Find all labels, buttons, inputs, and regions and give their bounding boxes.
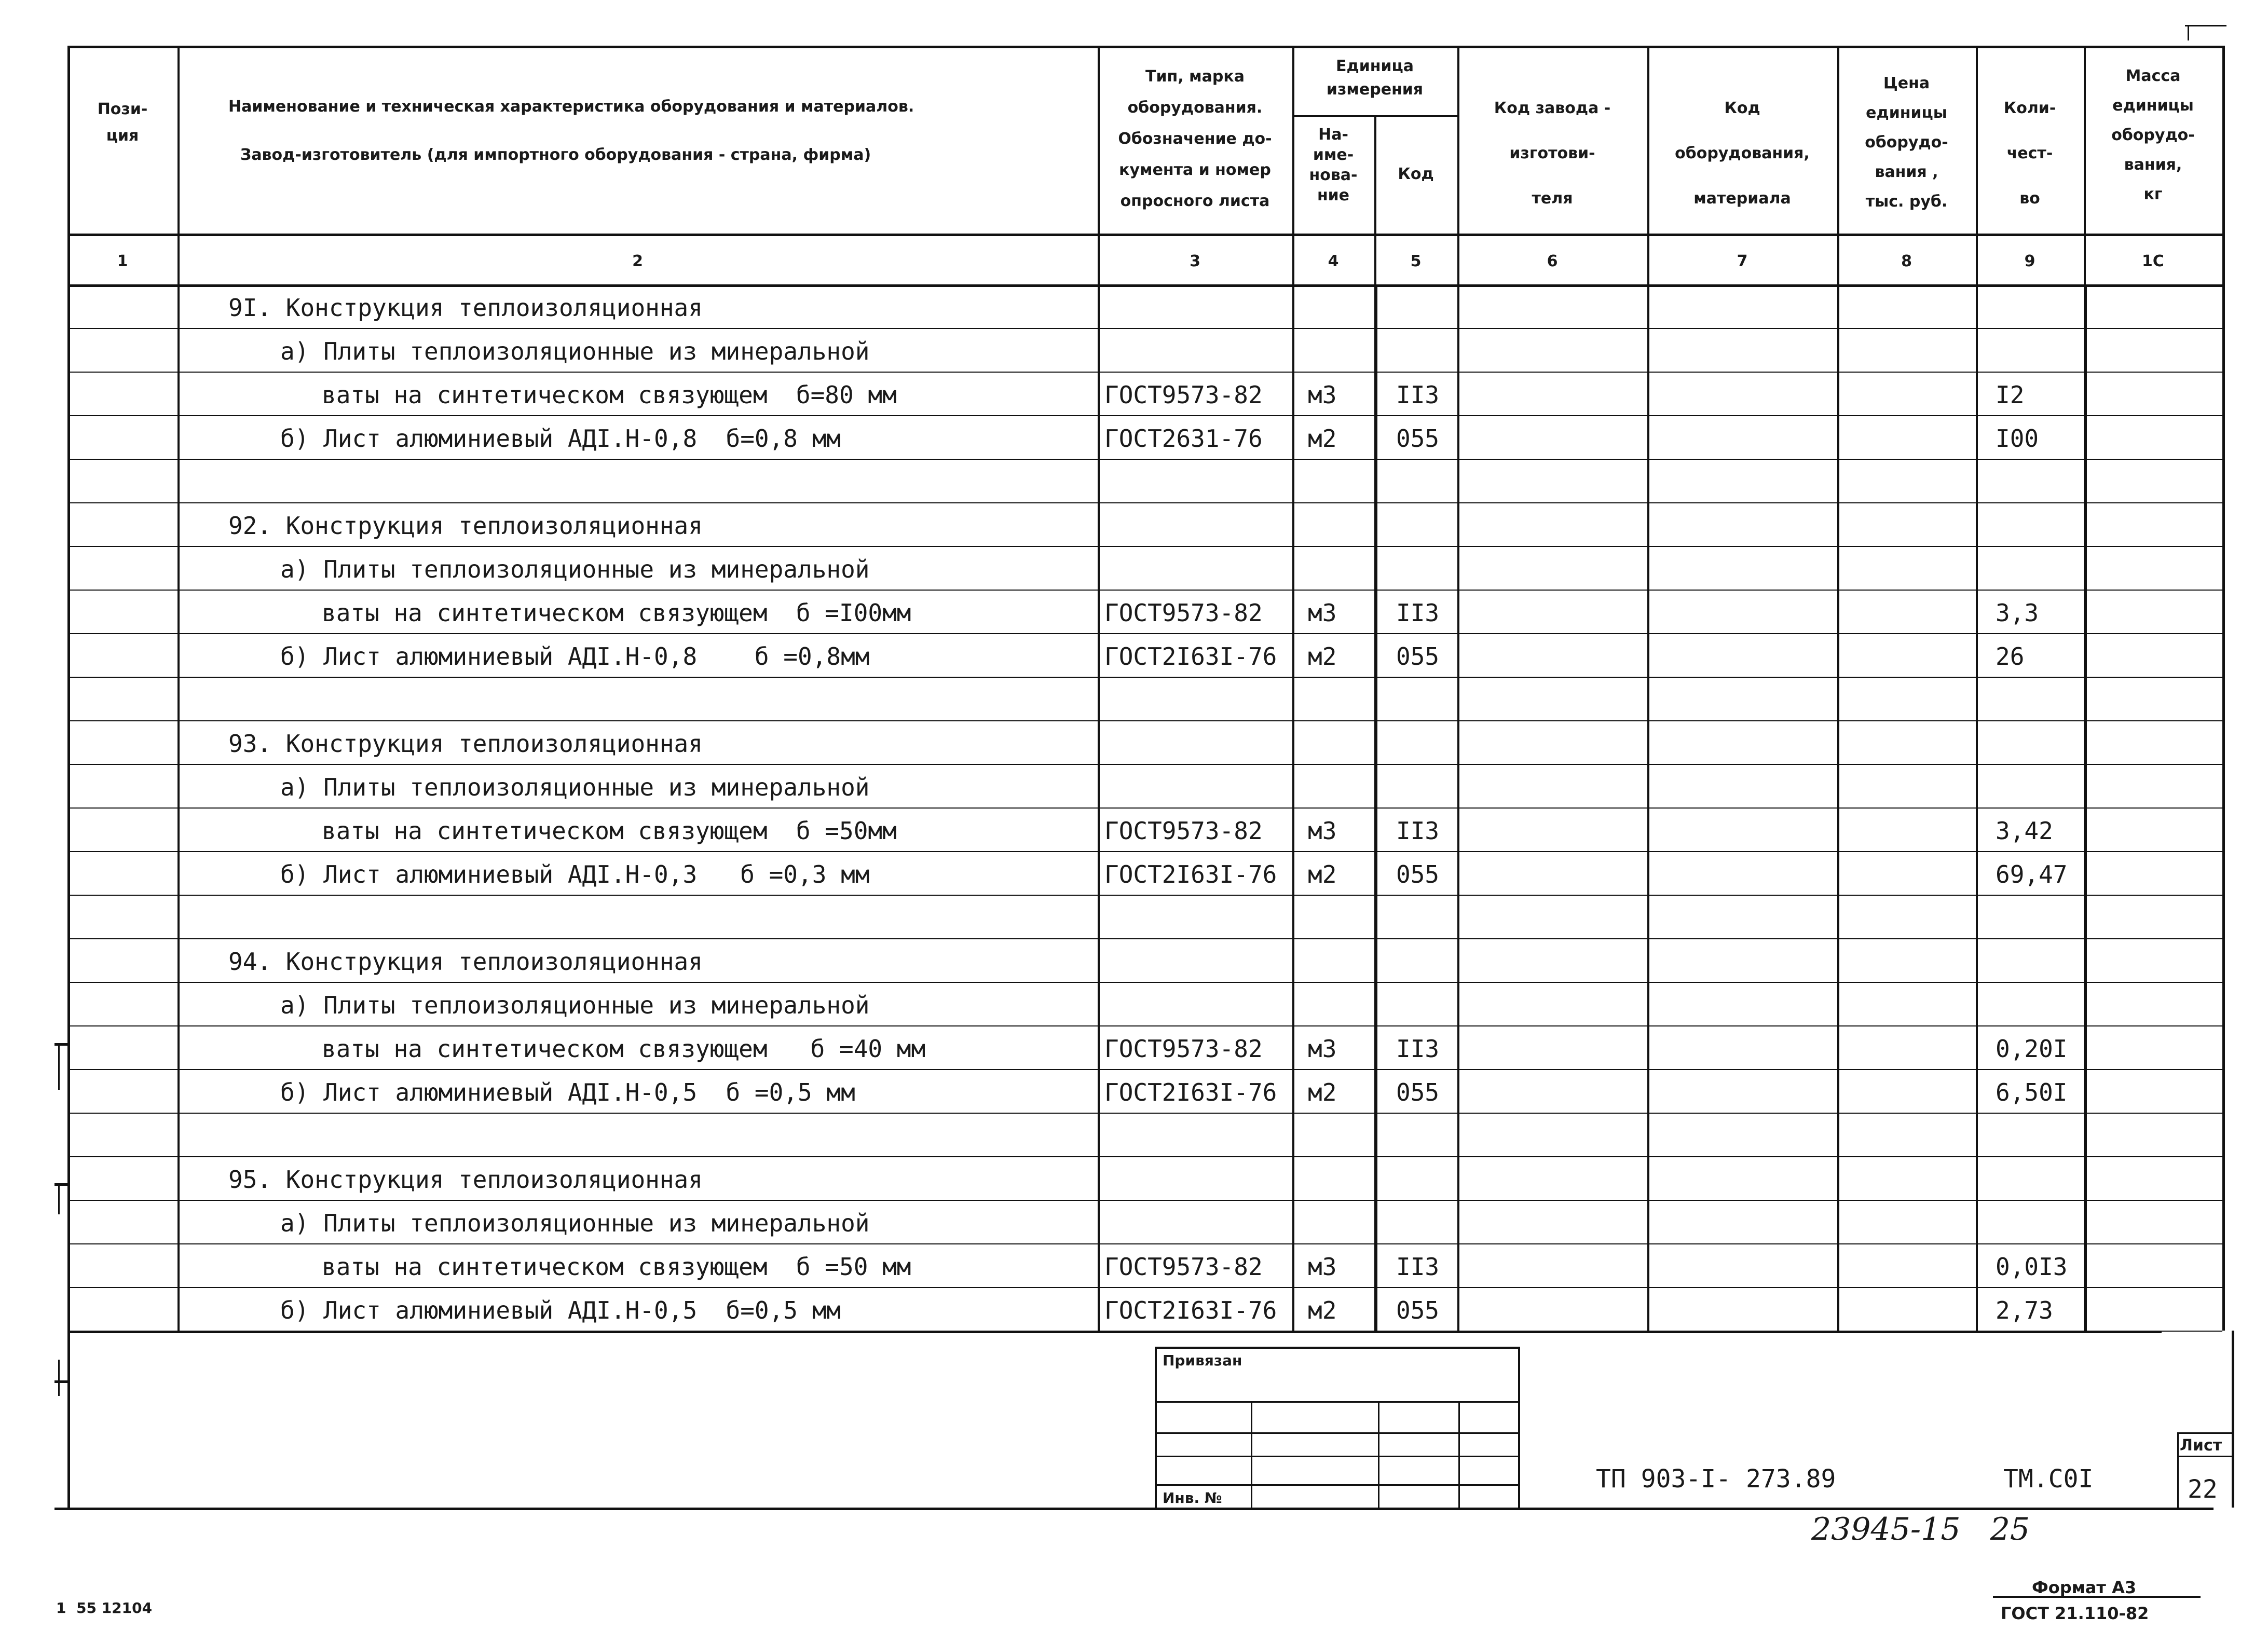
header-col3 <box>1098 61 1292 217</box>
column-divider <box>1647 46 1649 1331</box>
row-divider <box>67 633 2222 634</box>
header-col9-line: Коли- <box>2003 99 2056 117</box>
header-col9 <box>1976 86 2084 221</box>
row-divider <box>67 1287 2222 1288</box>
row-name: б) Лист алюминиевый АДI.Н-0,3 б =0,3 мм <box>280 860 870 888</box>
row-unit: м3 <box>1308 599 1337 627</box>
body-bottom-border <box>67 1331 2162 1333</box>
column-divider <box>1457 46 1459 1331</box>
row-name: а) Плиты теплоизоляционные из минеральной <box>280 773 870 801</box>
column-number: 7 <box>1737 252 1748 270</box>
header-col10-line: единицы <box>2112 97 2194 115</box>
header-col3-line: опросного листа <box>1120 192 1270 210</box>
column-number: 9 <box>2024 252 2035 270</box>
row-name: ваты на синтетическом связующем б =I00мм <box>322 599 911 627</box>
row-name: 93. Конструкция теплоизоляционная <box>228 730 703 758</box>
row-unit: м2 <box>1308 1296 1337 1324</box>
header-col8-line: вания , <box>1875 163 1938 181</box>
header-col10-line: Масса <box>2125 67 2181 85</box>
column-number: 1С <box>2142 252 2164 270</box>
row-type: ГОСТ2I63I-76 <box>1104 642 1277 670</box>
header-col7-line: оборудования, <box>1675 144 1810 162</box>
row-type: ГОСТ9573-82 <box>1104 1253 1263 1281</box>
row-divider <box>67 1025 2222 1026</box>
row-divider <box>67 284 2222 285</box>
header-col10-line: кг <box>2143 185 2163 203</box>
stamp-line <box>1155 1484 1518 1486</box>
row-type: ГОСТ2I63I-76 <box>1104 1296 1277 1324</box>
header-bottom-border <box>67 234 2222 236</box>
column-number: 2 <box>632 252 643 270</box>
row-name: 9I. Конструкция теплоизоляционная <box>228 294 703 322</box>
header-col4-line: име- <box>1313 146 1354 164</box>
row-name: ваты на синтетическом связующем б =50 мм <box>322 1253 911 1281</box>
header-col9-line: чест- <box>2006 144 2053 162</box>
sheet-number: 22 <box>2188 1475 2218 1504</box>
header-col5: Код <box>1398 165 1434 183</box>
sheet-box-top <box>2177 1432 2232 1434</box>
header-col6 <box>1457 86 1647 221</box>
row-divider <box>67 372 2222 373</box>
header-col6-line: изготови- <box>1509 144 1595 162</box>
row-name: а) Плиты теплоизоляционные из минеральной <box>280 991 870 1019</box>
frame-left <box>67 1331 70 1508</box>
header-col9-line: во <box>2019 189 2040 208</box>
row-qty: I00 <box>1996 425 2039 453</box>
row-code: 055 <box>1396 425 1440 453</box>
header-col4-line: нова- <box>1309 166 1358 184</box>
margin-tick <box>54 1380 67 1383</box>
header-col8-line: единицы <box>1866 104 1947 122</box>
row-type: ГОСТ2631-76 <box>1104 425 1263 453</box>
row-divider <box>67 807 2222 809</box>
header-col1-line: ция <box>106 127 139 145</box>
row-name: 92. Конструкция теплоизоляционная <box>228 512 703 540</box>
row-qty: 3,42 <box>1996 817 2053 845</box>
header-col3-line: Обозначение до- <box>1118 130 1272 148</box>
header-col10 <box>2084 61 2222 209</box>
row-divider <box>67 328 2222 329</box>
stamp-line <box>1155 1432 1518 1434</box>
header-col7-line: материала <box>1693 189 1791 208</box>
row-code: 055 <box>1396 1078 1440 1106</box>
header-col3-line: Тип, марка <box>1145 67 1245 86</box>
row-unit: м2 <box>1308 425 1337 453</box>
row-divider <box>67 764 2222 765</box>
margin-tick <box>58 1360 60 1396</box>
sheet-label: Лист <box>2180 1436 2222 1455</box>
row-name: б) Лист алюминиевый АДI.Н-0,5 б =0,5 мм <box>280 1078 855 1106</box>
row-type: ГОСТ2I63I-76 <box>1104 1078 1277 1106</box>
row-code: 055 <box>1396 642 1440 670</box>
row-unit: м2 <box>1308 860 1337 888</box>
sheet-box-divider <box>2177 1456 2232 1457</box>
row-code: 055 <box>1396 1296 1440 1324</box>
corner-mark <box>2185 25 2226 26</box>
row-qty: 3,3 <box>1996 599 2039 627</box>
stamp-divider <box>1458 1401 1460 1508</box>
header-col7 <box>1647 86 1837 221</box>
column-divider <box>1837 46 1839 1331</box>
row-divider <box>67 590 2222 591</box>
row-code: II3 <box>1396 1035 1440 1063</box>
row-divider <box>67 546 2222 547</box>
row-divider <box>67 677 2222 678</box>
row-divider <box>67 851 2222 852</box>
margin-tick <box>58 1043 60 1090</box>
column-divider <box>1098 46 1100 1331</box>
row-name: 95. Конструкция теплоизоляционная <box>228 1166 703 1194</box>
stamp-line <box>1155 1401 1518 1403</box>
row-name: б) Лист алюминиевый АДI.Н-0,5 б=0,5 мм <box>280 1296 841 1324</box>
row-type: ГОСТ9573-82 <box>1104 381 1263 409</box>
frame-bottom <box>54 1508 2214 1510</box>
column-divider <box>1976 46 1978 1331</box>
row-divider <box>67 1069 2222 1070</box>
footer-left: 1 55 12104 <box>56 1599 153 1617</box>
row-unit: м3 <box>1308 817 1337 845</box>
row-divider <box>67 502 2222 503</box>
header-col4 <box>1292 125 1374 206</box>
column-number: 8 <box>1901 252 1912 270</box>
row-code: II3 <box>1396 1253 1440 1281</box>
column-divider <box>67 46 70 1331</box>
row-qty: 26 <box>1996 642 2025 670</box>
row-divider <box>67 720 2222 721</box>
header-col2-line1: Наименование и техническая характеристика оборудования и материалов. <box>228 98 914 116</box>
row-name: ваты на синтетическом связующем б =40 мм <box>322 1035 926 1063</box>
column-number: 6 <box>1547 252 1558 270</box>
stamp-right <box>1518 1347 1520 1508</box>
row-qty: 2,73 <box>1996 1296 2053 1324</box>
header-col8-line: Цена <box>1883 74 1930 92</box>
row-code: II3 <box>1396 599 1440 627</box>
row-type: ГОСТ9573-82 <box>1104 599 1263 627</box>
row-divider <box>67 982 2222 983</box>
row-unit: м3 <box>1308 1035 1337 1063</box>
row-type: ГОСТ9573-82 <box>1104 1035 1263 1063</box>
row-name: а) Плиты теплоизоляционные из минеральной <box>280 555 870 583</box>
row-name: б) Лист алюминиевый АДI.Н-0,8 б=0,8 мм <box>280 425 841 453</box>
margin-tick <box>58 1183 60 1214</box>
corner-mark <box>2188 25 2189 40</box>
table-top-border <box>67 46 2222 48</box>
header-col8-line: оборудо- <box>1865 133 1948 152</box>
header-unit-group <box>1292 54 1457 101</box>
row-unit: м3 <box>1308 1253 1337 1281</box>
column-number: 5 <box>1410 252 1422 270</box>
frame-right <box>2232 1331 2234 1508</box>
sheet-code: ТМ.С0I <box>2003 1464 2094 1494</box>
row-unit: м2 <box>1308 642 1337 670</box>
header-col1-line: Пози- <box>97 100 148 118</box>
column-number: 1 <box>117 252 128 270</box>
stamp-line <box>1155 1456 1518 1457</box>
row-name: 94. Конструкция теплоизоляционная <box>228 948 703 976</box>
margin-tick <box>54 1043 67 1046</box>
row-divider <box>67 415 2222 416</box>
stamp-divider <box>1251 1401 1252 1508</box>
row-name: а) Плиты теплоизоляционные из минеральной <box>280 1209 870 1237</box>
stamp-divider <box>1378 1401 1379 1508</box>
row-code: II3 <box>1396 817 1440 845</box>
qty-col-emphasis <box>2084 284 2087 1331</box>
column-divider <box>1292 46 1294 1331</box>
row-divider <box>67 1113 2222 1114</box>
header-unit-group-line: Единица <box>1336 57 1414 75</box>
row-divider <box>67 938 2222 939</box>
footer-gost: ГОСТ 21.110-82 <box>2001 1604 2149 1623</box>
header-unit-group-line: измерения <box>1326 80 1424 99</box>
column-divider <box>177 46 180 1331</box>
row-qty: I2 <box>1996 381 2025 409</box>
header-col1 <box>67 96 177 149</box>
row-code: 055 <box>1396 860 1440 888</box>
header-col6-line: теля <box>1532 189 1573 208</box>
row-unit: м3 <box>1308 381 1337 409</box>
row-name: ваты на синтетическом связующем б =50мм <box>322 817 897 845</box>
row-divider <box>67 459 2222 460</box>
footer-format: Формат А3 <box>2032 1578 2137 1597</box>
stamp-inv: Инв. № <box>1163 1489 1222 1507</box>
sheet-box-left <box>2177 1432 2179 1508</box>
row-name: ваты на синтетическом связующем б=80 мм <box>322 381 897 409</box>
doc-code: ТП 903-I- 273.89 <box>1596 1464 1836 1494</box>
row-type: ГОСТ9573-82 <box>1104 817 1263 845</box>
column-number: 4 <box>1328 252 1339 270</box>
row-divider <box>67 1243 2222 1244</box>
column-divider <box>2222 46 2225 1331</box>
header-col10-line: оборудо- <box>2111 126 2195 144</box>
margin-tick <box>54 1183 67 1186</box>
row-qty: 0,0I3 <box>1996 1253 2068 1281</box>
header-col6-line: Код завода - <box>1494 99 1611 117</box>
header-col10-line: вания, <box>2124 156 2182 174</box>
header-col2-line2: Завод-изготовитель (для импортного оборудования - страна, фирма) <box>240 146 871 164</box>
header-col4-line: ние <box>1317 186 1350 204</box>
header-col8 <box>1837 69 1976 216</box>
row-name: а) Плиты теплоизоляционные из минеральной <box>280 337 870 365</box>
row-divider <box>67 895 2222 896</box>
header-col3-line: оборудования. <box>1127 99 1263 117</box>
stamp-top <box>1155 1347 1518 1349</box>
row-name: б) Лист алюминиевый АДI.Н-0,8 б =0,8мм <box>280 642 870 670</box>
handwritten-number: 23945-15 25 <box>1811 1511 2030 1548</box>
header-col8-line: тыс. руб. <box>1865 193 1948 211</box>
row-qty: 69,47 <box>1996 860 2068 888</box>
row-divider <box>67 1200 2222 1201</box>
header-col7-line: Код <box>1724 99 1760 117</box>
stamp-left <box>1155 1347 1157 1508</box>
row-divider <box>67 1156 2222 1157</box>
stamp-privyazan: Привязан <box>1163 1352 1242 1369</box>
row-unit: м2 <box>1308 1078 1337 1106</box>
header-col3-line: кумента и номер <box>1119 161 1271 179</box>
code-col-emphasis <box>1374 284 1377 1331</box>
header-col4-line: На- <box>1318 126 1348 144</box>
row-type: ГОСТ2I63I-76 <box>1104 860 1277 888</box>
row-qty: 6,50I <box>1996 1078 2068 1106</box>
column-number: 3 <box>1190 252 1200 270</box>
row-code: II3 <box>1396 381 1440 409</box>
row-qty: 0,20I <box>1996 1035 2068 1063</box>
